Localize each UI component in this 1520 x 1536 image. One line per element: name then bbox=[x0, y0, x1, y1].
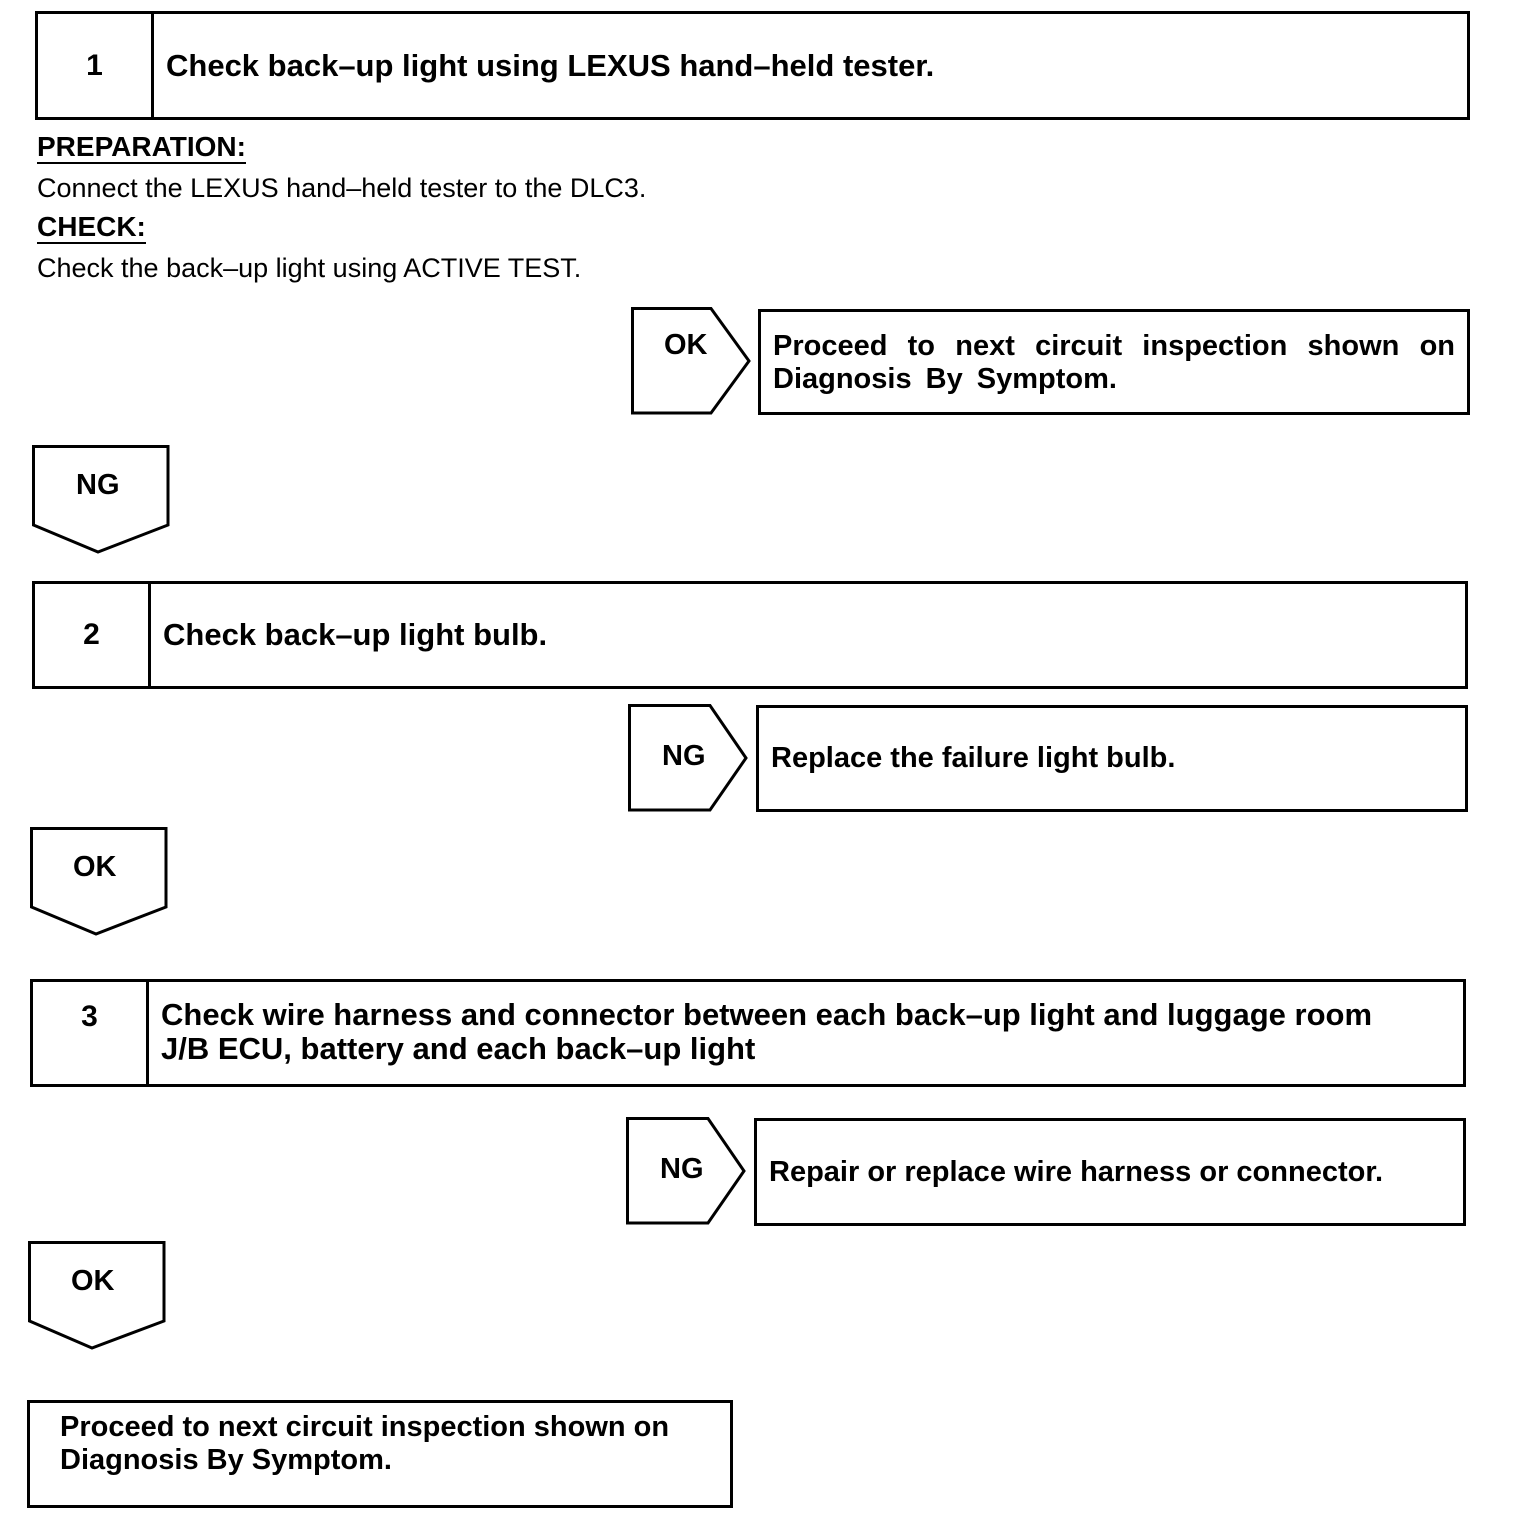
step-3-ng-result bbox=[754, 1118, 1466, 1226]
preparation-label: PREPARATION: bbox=[37, 131, 246, 162]
step-2-ok-arrow bbox=[30, 827, 170, 937]
step-number: 1 bbox=[38, 14, 154, 117]
step-1-ok-result bbox=[758, 309, 1470, 415]
result-text: Replace the failure light bulb. bbox=[771, 742, 1176, 774]
check-text: Check the back–up light using ACTIVE TEST. bbox=[37, 253, 582, 283]
branch-label: NG bbox=[76, 469, 120, 501]
branch-label: NG bbox=[660, 1153, 704, 1185]
step-3-box bbox=[30, 979, 1466, 1087]
step-number: 3 bbox=[33, 982, 149, 1084]
preparation-section bbox=[37, 132, 246, 164]
step-1-ok-arrow bbox=[631, 307, 753, 415]
step-1-ng-arrow bbox=[32, 445, 172, 555]
step-number: 2 bbox=[35, 584, 151, 686]
check-label: CHECK: bbox=[37, 211, 146, 242]
result-text: Proceed to next circuit inspection shown on Diagnosis By Symptom. bbox=[773, 330, 1455, 395]
branch-label: OK bbox=[71, 1265, 115, 1297]
check-section bbox=[37, 212, 146, 244]
step-title: Check back–up light using LEXUS hand–held tester. bbox=[166, 47, 935, 83]
preparation-text: Connect the LEXUS hand–held tester to the DLC3. bbox=[37, 173, 647, 203]
result-text: Proceed to next circuit inspection shown on Diagnosis By Symptom. bbox=[60, 1411, 670, 1476]
branch-label: NG bbox=[662, 740, 706, 772]
branch-label: OK bbox=[73, 851, 117, 883]
step-3-ok-arrow bbox=[28, 1241, 168, 1351]
step-3-ng-arrow bbox=[626, 1117, 748, 1225]
step-1-box bbox=[35, 11, 1470, 120]
step-2-ng-arrow bbox=[628, 704, 750, 812]
step-2-box bbox=[32, 581, 1468, 689]
step-title: Check wire harness and connector between each back–up light and luggage room J/B ECU, battery and each back–up light bbox=[161, 997, 1373, 1066]
step-title: Check back–up light bulb. bbox=[163, 617, 548, 652]
result-text: Repair or replace wire harness or connector. bbox=[769, 1155, 1384, 1188]
step-2-ng-result bbox=[756, 705, 1468, 812]
branch-label: OK bbox=[664, 329, 708, 361]
final-result bbox=[27, 1400, 733, 1508]
